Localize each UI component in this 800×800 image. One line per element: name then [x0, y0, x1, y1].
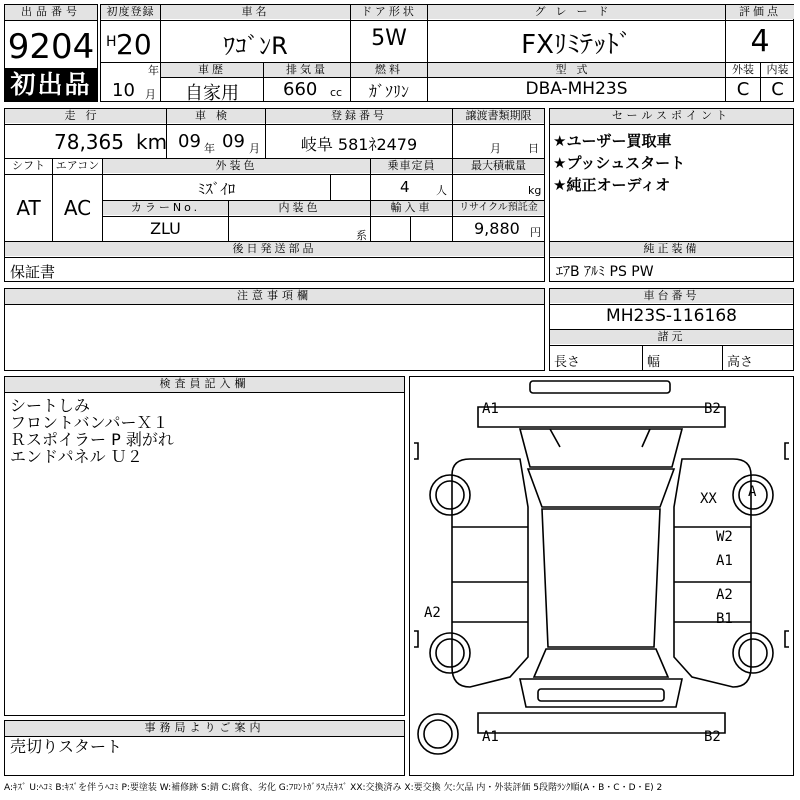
sales-point-2: ★プッシュスタート: [553, 154, 686, 172]
door-label: ドア形状: [351, 5, 427, 19]
score: 4: [750, 24, 770, 59]
sales-point-1: ★ユーザー買取車: [553, 132, 672, 150]
int-color-unit: 系: [356, 229, 367, 242]
first-reg-year: 20: [116, 28, 152, 61]
diagram-b1-right: B1: [716, 611, 733, 627]
displacement-unit: cc: [330, 86, 343, 99]
grade: FXﾘﾐﾃｯﾄﾞ: [521, 30, 632, 60]
lot-label: 出品番号: [5, 5, 97, 21]
registration-number: 岐阜 581ﾈ2479: [300, 135, 418, 154]
interior-label: 内装: [766, 63, 789, 76]
capacity-label: 乗車定員: [371, 159, 452, 173]
ext-color: ﾐｽﾞｲﾛ: [197, 180, 236, 198]
int-color-label: 内装色: [229, 201, 370, 215]
mileage-label: 走行: [5, 109, 166, 123]
registration-label: 登録番号: [266, 109, 452, 123]
color-no: ZLU: [150, 219, 181, 238]
shift-label: シフト: [12, 159, 45, 172]
inspector-note-3: Ｒスポイラー P 剥がれ: [10, 430, 174, 449]
inspection-month-unit: 月: [249, 142, 260, 155]
later-parts-label: 後日発送部品: [5, 242, 544, 256]
length-label: 長さ: [554, 355, 581, 370]
ac: AC: [63, 196, 92, 220]
width-label: 幅: [647, 355, 661, 370]
mileage: 78,365: [54, 130, 124, 154]
diagram-w2: W2: [716, 529, 733, 545]
car-name: ﾜｺﾞﾝR: [223, 32, 288, 60]
sales-points-label: セールスポイント: [550, 109, 793, 125]
fuel-label: 燃料: [351, 63, 427, 77]
mileage-unit: km: [136, 130, 168, 154]
door-type: 5W: [371, 26, 407, 51]
transfer-month-unit: 月: [490, 142, 501, 155]
diagram-front-left: A1: [482, 401, 499, 417]
displacement: 660: [283, 79, 318, 100]
genuine-equipment: ｴｱB ｱﾙﾐ PS PW: [556, 264, 654, 280]
sales-point-3: ★純正オーディオ: [553, 176, 671, 194]
load-unit: kg: [528, 184, 542, 197]
inspector-note-4: エンドパネル Ｕ２: [10, 447, 143, 466]
interior-grade: C: [771, 79, 784, 100]
capacity: 4: [400, 178, 410, 196]
fuel: ｶﾞｿﾘﾝ: [368, 82, 409, 101]
grade-label: グレード: [428, 5, 725, 19]
model: DBA-MH23S: [525, 79, 628, 99]
dims-label: 諸元: [550, 330, 793, 344]
office-label: 事務局よりご案内: [5, 721, 404, 737]
first-reg-label: 初度登録: [101, 5, 160, 19]
caution-label: 注意事項欄: [5, 289, 544, 305]
recycle-label: リサイクル預託金: [453, 201, 544, 215]
inspection-month: 09: [222, 131, 245, 152]
lot-box: [4, 4, 98, 102]
recycle-unit: 円: [530, 226, 541, 239]
office-note: 売切りスタート: [10, 737, 123, 756]
inspection-label: 車検: [167, 109, 265, 123]
month-unit: 月: [145, 88, 156, 101]
model-label: 型式: [428, 63, 725, 77]
diagram-a2-right: A2: [716, 587, 733, 603]
diagram-tire-a: A: [748, 484, 757, 500]
chassis-number: MH23S-116168: [606, 306, 737, 326]
displacement-label: 排気量: [264, 63, 350, 77]
inspector-note-2: フロントバンパーＸ１: [10, 413, 169, 432]
load-label: 最大積載量: [453, 159, 544, 173]
inspection-year: 09: [178, 131, 201, 152]
recycle-fee: 9,880: [474, 219, 520, 238]
car-diagram-box: [409, 376, 794, 776]
year-unit: 年: [148, 64, 159, 77]
import-label: 輸入車: [371, 201, 452, 215]
score-label: 評価点: [726, 5, 794, 19]
history-label: 車歴: [161, 63, 263, 77]
genuine-label: 純正装備: [550, 242, 793, 256]
legend: A:ｷｽﾞ U:ﾍｺﾐ B:ｷｽﾞを伴うﾍｺﾐ P:要塗装 W:補修跡 S:錆 C:腐食、劣化 G:ﾌﾛﾝﾄｶﾞﾗｽ点ｷｽﾞ XX:交換済み X:要交換 欠:欠品 内・外装評価 5段階ﾗﾝｸ順(A・B・C・D・E) 2: [4, 783, 663, 793]
car-name-label: 車名: [161, 5, 350, 19]
capacity-unit: 人: [436, 184, 447, 197]
inspector-note-1: シートしみ: [10, 396, 91, 415]
lot-number: 9204: [7, 27, 95, 67]
exterior-grade: C: [736, 79, 750, 100]
era-mark: H: [106, 34, 117, 50]
first-listing-badge: 初出品: [5, 68, 97, 101]
diagram-xx: XX: [700, 491, 717, 507]
diagram-a1-mid: A1: [716, 553, 733, 569]
transfer-label: 譲渡書類期限: [453, 109, 544, 123]
shift: AT: [16, 196, 41, 220]
diagram-rear-right: B2: [704, 729, 721, 745]
color-no-label: カラーNo.: [103, 201, 228, 215]
inspector-label: 検査員記入欄: [5, 377, 404, 393]
history: 自家用: [185, 83, 239, 104]
later-parts: 保証書: [10, 263, 56, 281]
exterior-label: 外装: [732, 63, 754, 76]
inspection-year-unit: 年: [204, 142, 215, 155]
diagram-rear-left: A1: [482, 729, 499, 745]
diagram-a2-left: A2: [424, 605, 441, 621]
transfer-day-unit: 日: [528, 142, 539, 155]
first-reg-month: 10: [112, 80, 135, 101]
car-diagram: [410, 377, 793, 775]
ext-color-label: 外装色: [103, 159, 370, 173]
chassis-label: 車台番号: [550, 289, 793, 303]
height-label: 高さ: [727, 355, 754, 370]
diagram-front-right: B2: [704, 401, 721, 417]
ac-label: エアコン: [55, 159, 100, 172]
caution-box: [4, 288, 545, 371]
